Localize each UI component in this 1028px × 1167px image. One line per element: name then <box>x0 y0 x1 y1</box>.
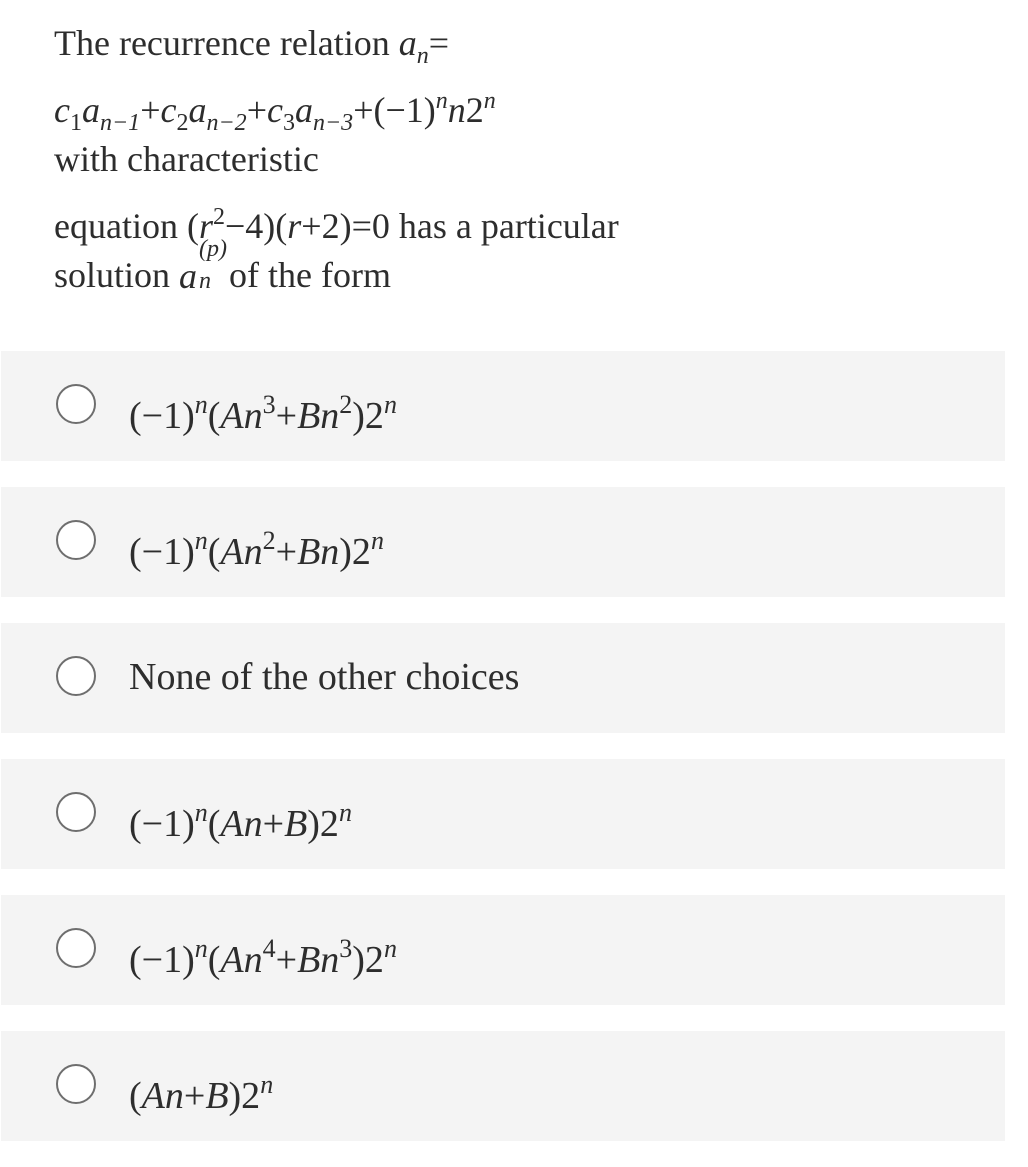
question-text-fragment: with characteristic <box>54 139 319 179</box>
math-paren: )2 <box>228 1075 261 1117</box>
math-paren: (−1) <box>129 803 195 845</box>
radio-button[interactable] <box>56 928 96 968</box>
math-sup: n <box>435 88 448 114</box>
math-op: + <box>246 90 267 130</box>
math-var: Bn <box>297 531 340 573</box>
math-sub: n <box>416 43 429 69</box>
math-var: a <box>81 90 100 130</box>
question-text-fragment: has a particular <box>389 206 619 246</box>
math-paren: (−1) <box>129 395 195 437</box>
math-a-n-p <box>179 236 229 296</box>
math-paren: ( <box>207 803 221 845</box>
math-sup: n <box>194 390 208 419</box>
math-op: + <box>262 803 285 845</box>
math-sup: (p) <box>199 236 227 262</box>
math-sup: n <box>483 88 496 114</box>
question-text-fragment: equation <box>54 206 187 246</box>
choice-option-3[interactable] <box>1 623 1005 733</box>
math-sub: 3 <box>282 110 295 136</box>
math-paren: ( <box>207 395 221 437</box>
question-text <box>54 14 954 304</box>
choice-label[interactable] <box>129 377 397 444</box>
question-text-fragment: The recurrence relation <box>54 23 399 63</box>
math-paren: (−1) <box>129 939 195 981</box>
question-text-fragment: solution <box>54 255 180 295</box>
math-var: r <box>287 206 302 246</box>
math-sup: n <box>194 798 208 827</box>
math-var: c <box>267 90 283 130</box>
radio-button[interactable] <box>56 1064 96 1104</box>
question-text-fragment: of the form <box>229 255 391 295</box>
math-paren: (−1) <box>129 531 195 573</box>
math-op: + <box>353 90 374 130</box>
math-sup: 4 <box>262 934 276 963</box>
math-sub: 1 <box>69 110 82 136</box>
math-sup: n <box>370 526 384 555</box>
math-paren: ( <box>207 939 221 981</box>
question-line-1 <box>54 14 954 72</box>
choice-label[interactable] <box>129 1057 273 1124</box>
answer-choices <box>1 351 1005 1167</box>
math-var: Bn <box>297 395 340 437</box>
choice-label[interactable] <box>129 921 397 988</box>
choice-option-4[interactable] <box>1 759 1005 869</box>
choice-option-1[interactable] <box>1 351 1005 461</box>
math-var: An <box>220 803 263 845</box>
math-sup: n <box>260 1070 274 1099</box>
math-var: a <box>294 90 313 130</box>
math-sup: n <box>383 934 397 963</box>
math-paren: ( <box>186 206 199 246</box>
math-var: B <box>284 803 308 845</box>
math-sub: 2 <box>176 110 189 136</box>
math-var: B <box>205 1075 229 1117</box>
math-sub: n−3 <box>312 110 354 136</box>
math-sup: 3 <box>262 390 276 419</box>
math-sup: n <box>194 526 208 555</box>
math-paren: (−1) <box>373 90 436 130</box>
math-sup: n <box>194 934 208 963</box>
radio-button[interactable] <box>56 384 96 424</box>
math-op: + <box>275 395 298 437</box>
math-var: c <box>160 90 177 130</box>
radio-button[interactable] <box>56 656 96 696</box>
math-var: a <box>188 90 207 130</box>
choice-option-5[interactable] <box>1 895 1005 1005</box>
choice-option-6[interactable] <box>1 1031 1005 1141</box>
math-var: An <box>220 939 263 981</box>
math-op: +2)=0 <box>301 206 390 246</box>
math-var: a <box>398 23 417 63</box>
question-line-5 <box>54 236 954 304</box>
question-line-2 <box>54 72 954 136</box>
math-op: + <box>140 90 161 130</box>
math-var: Bn <box>297 939 340 981</box>
math-op: = <box>428 23 450 63</box>
radio-button[interactable] <box>56 792 96 832</box>
question-line-4 <box>54 188 954 246</box>
math-var: a <box>179 256 198 296</box>
choice-label[interactable]: None of the other choices <box>129 656 520 698</box>
math-num: 2 <box>465 90 484 130</box>
math-var: r <box>198 206 213 246</box>
choice-label[interactable] <box>129 513 384 580</box>
math-sup: n <box>383 390 397 419</box>
math-sub: n−2 <box>206 110 247 136</box>
math-op: + <box>183 1075 206 1117</box>
math-var: An <box>141 1075 184 1117</box>
math-sup: 2 <box>262 526 276 555</box>
choice-option-2[interactable] <box>1 487 1005 597</box>
math-paren: )2 <box>352 395 384 437</box>
math-sup: 2 <box>212 204 225 230</box>
math-paren: )2 <box>339 531 371 573</box>
math-paren: ( <box>129 1075 142 1117</box>
math-sup: 3 <box>339 934 353 963</box>
math-paren: )2 <box>307 803 339 845</box>
math-var: An <box>220 531 263 573</box>
choice-label[interactable] <box>129 785 352 852</box>
math-op: + <box>275 531 298 573</box>
math-sub: n <box>199 268 212 294</box>
math-paren: ( <box>207 531 221 573</box>
math-sub: n−1 <box>99 110 141 136</box>
math-var: n <box>447 90 466 130</box>
radio-button[interactable] <box>56 520 96 560</box>
math-sup: 2 <box>339 390 353 419</box>
math-var: c <box>54 90 70 130</box>
math-paren: )2 <box>352 939 384 981</box>
math-sup: n <box>338 798 352 827</box>
math-op: + <box>275 939 298 981</box>
math-op: −4)( <box>224 206 288 246</box>
math-var: An <box>220 395 263 437</box>
question-line-3 <box>54 130 954 188</box>
